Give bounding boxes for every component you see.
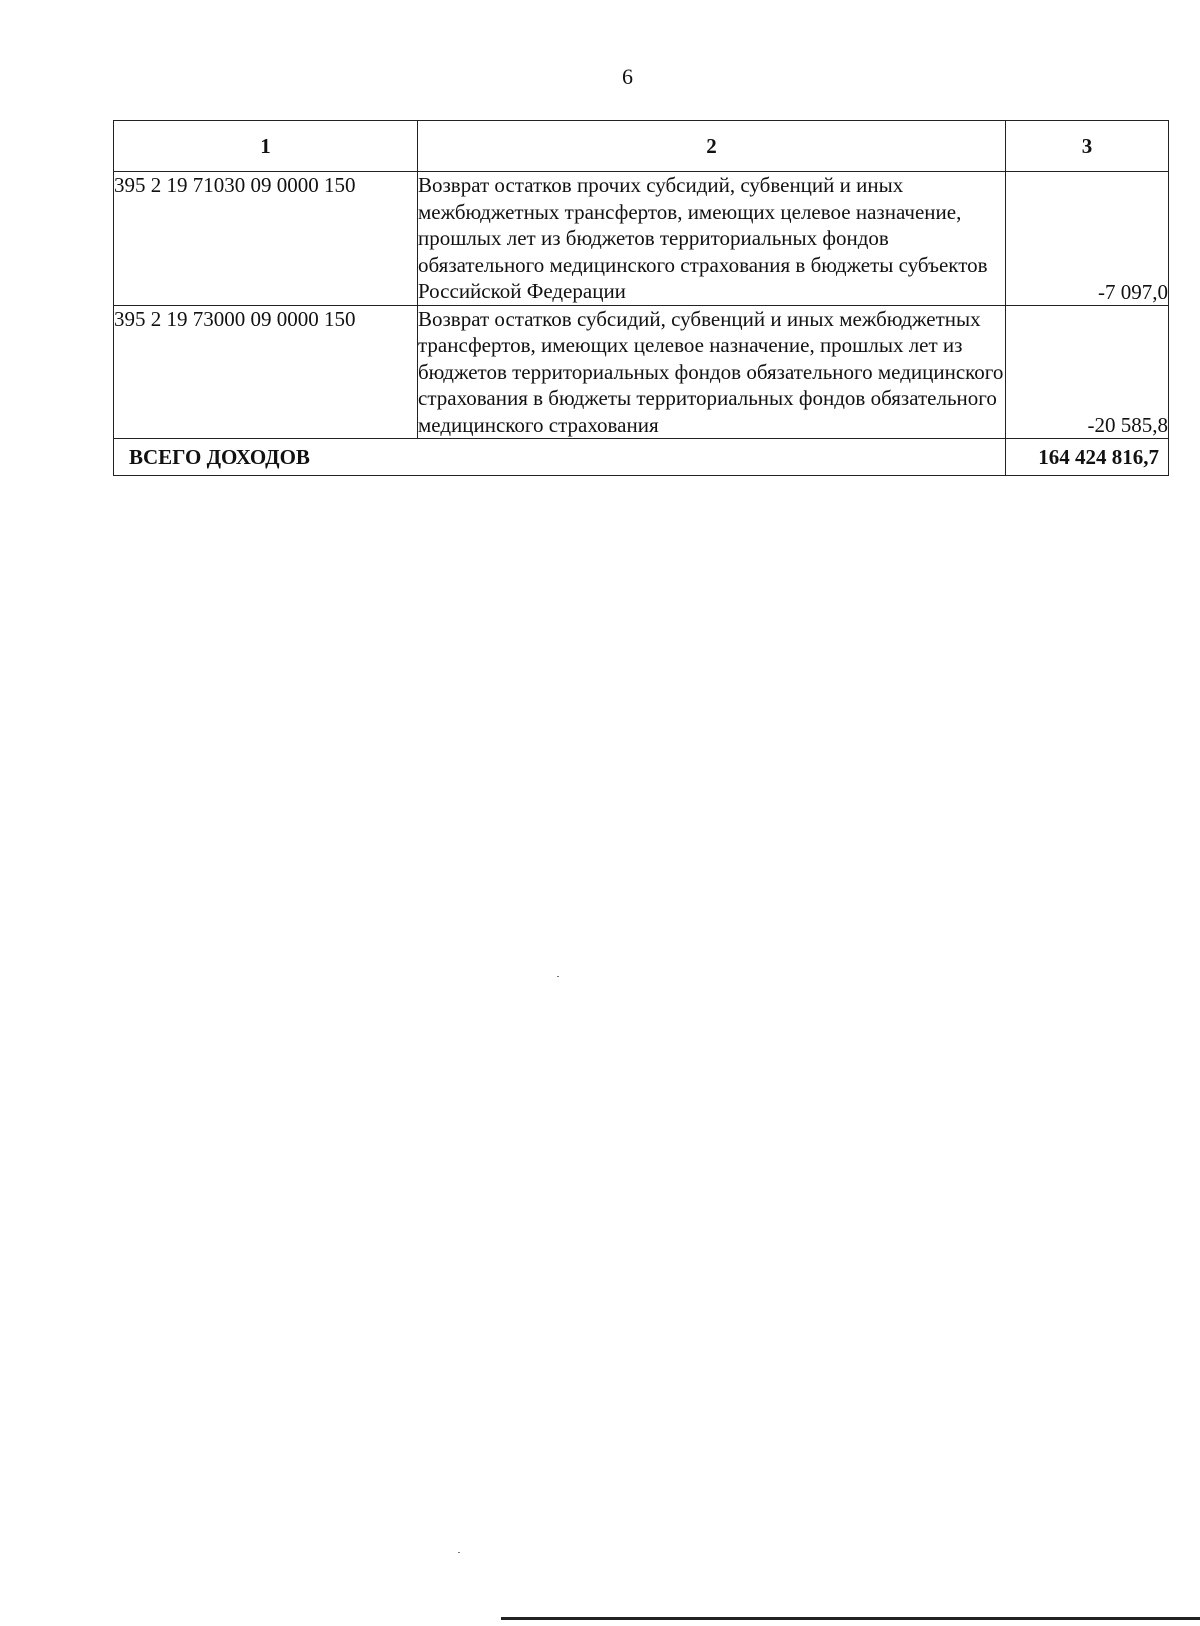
scan-edge-line xyxy=(501,1617,1200,1620)
column-header-code: 1 xyxy=(114,121,418,172)
total-row xyxy=(114,439,1169,476)
column-header-description: 2 xyxy=(418,121,1006,172)
budget-code-cell: 395 2 19 73000 09 0000 150 xyxy=(114,305,418,439)
total-label: ВСЕГО ДОХОДОВ xyxy=(114,439,1006,476)
description-cell: Возврат остатков субсидий, субвенций и иных межбюджетных трансфертов, имеющих целевое назначение, прошлых лет из бюджетов территориальных фондов обязательного медицинского страхования в бюджеты территориальных фондов обязательного медицинского страхования xyxy=(418,305,1006,439)
table-row xyxy=(114,172,1169,306)
scan-speck xyxy=(557,976,559,977)
total-value: 164 424 816,7 xyxy=(1006,439,1169,476)
description-cell: Возврат остатков прочих субсидий, субвенций и иных межбюджетных трансфертов, имеющих целевое назначение, прошлых лет из бюджетов территориальных фондов обязательного медицинского страхования в бюджеты субъектов Российской Федерации xyxy=(418,172,1006,306)
revenue-table xyxy=(113,120,1169,476)
amount-cell: -20 585,8 xyxy=(1006,305,1169,439)
column-header-amount: 3 xyxy=(1006,121,1169,172)
budget-code-cell: 395 2 19 71030 09 0000 150 xyxy=(114,172,418,306)
table-header-row xyxy=(114,121,1169,172)
scan-speck xyxy=(458,1552,460,1553)
page-number: 6 xyxy=(622,64,633,89)
table-row xyxy=(114,305,1169,439)
amount-cell: -7 097,0 xyxy=(1006,172,1169,306)
